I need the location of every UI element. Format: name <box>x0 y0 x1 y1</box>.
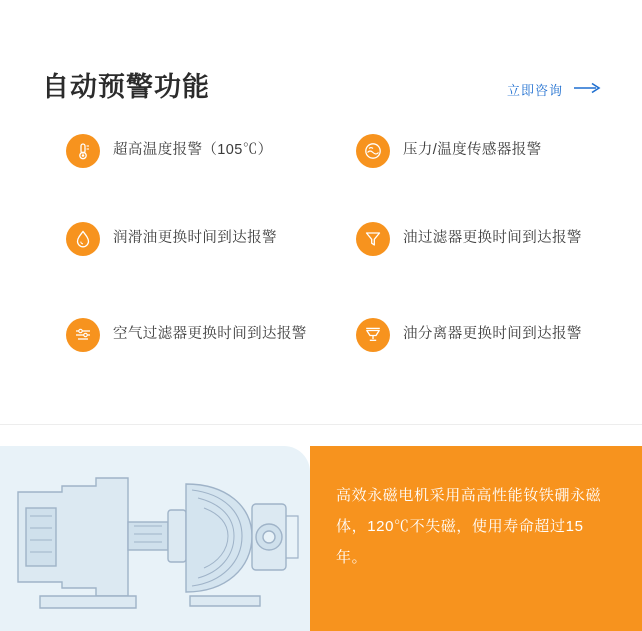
feature-label: 空气过滤器更换时间到达报警 <box>113 326 307 342</box>
feature-item <box>66 318 326 352</box>
feature-item <box>66 222 326 256</box>
oil-drop-icon <box>66 222 100 256</box>
feature-item <box>356 318 616 352</box>
consult-link[interactable] <box>507 80 602 99</box>
header <box>0 28 642 102</box>
divider <box>0 424 642 425</box>
feature-label: 油分离器更换时间到达报警 <box>403 326 582 342</box>
arrow-right-icon <box>574 81 602 99</box>
oil-filter-icon <box>356 222 390 256</box>
feature-item <box>356 134 616 168</box>
consult-label: 立即咨询 <box>506 83 563 98</box>
page-title: 自动预警功能 <box>42 72 210 102</box>
bottom-panel <box>0 446 642 631</box>
feature-label: 润滑油更换时间到达报警 <box>113 230 277 246</box>
oil-separator-icon <box>356 318 390 352</box>
feature-label: 压力/温度传感器报警 <box>403 142 542 158</box>
thermometer-icon <box>66 134 100 168</box>
feature-grid <box>0 118 642 418</box>
feature-label: 油过滤器更换时间到达报警 <box>403 230 582 246</box>
blurb-text: 高效永磁电机采用高高性能钕铁硼永磁体，120℃不失磁，使用寿命超过15年。 <box>336 487 602 566</box>
air-filter-icon <box>66 318 100 352</box>
feature-label: 超高温度报警（105℃） <box>113 142 273 158</box>
feature-item <box>356 222 616 256</box>
feature-item <box>66 134 326 168</box>
blurb-panel <box>310 446 642 631</box>
pressure-sensor-icon <box>356 134 390 168</box>
screw-compressor-diagram <box>0 446 310 631</box>
